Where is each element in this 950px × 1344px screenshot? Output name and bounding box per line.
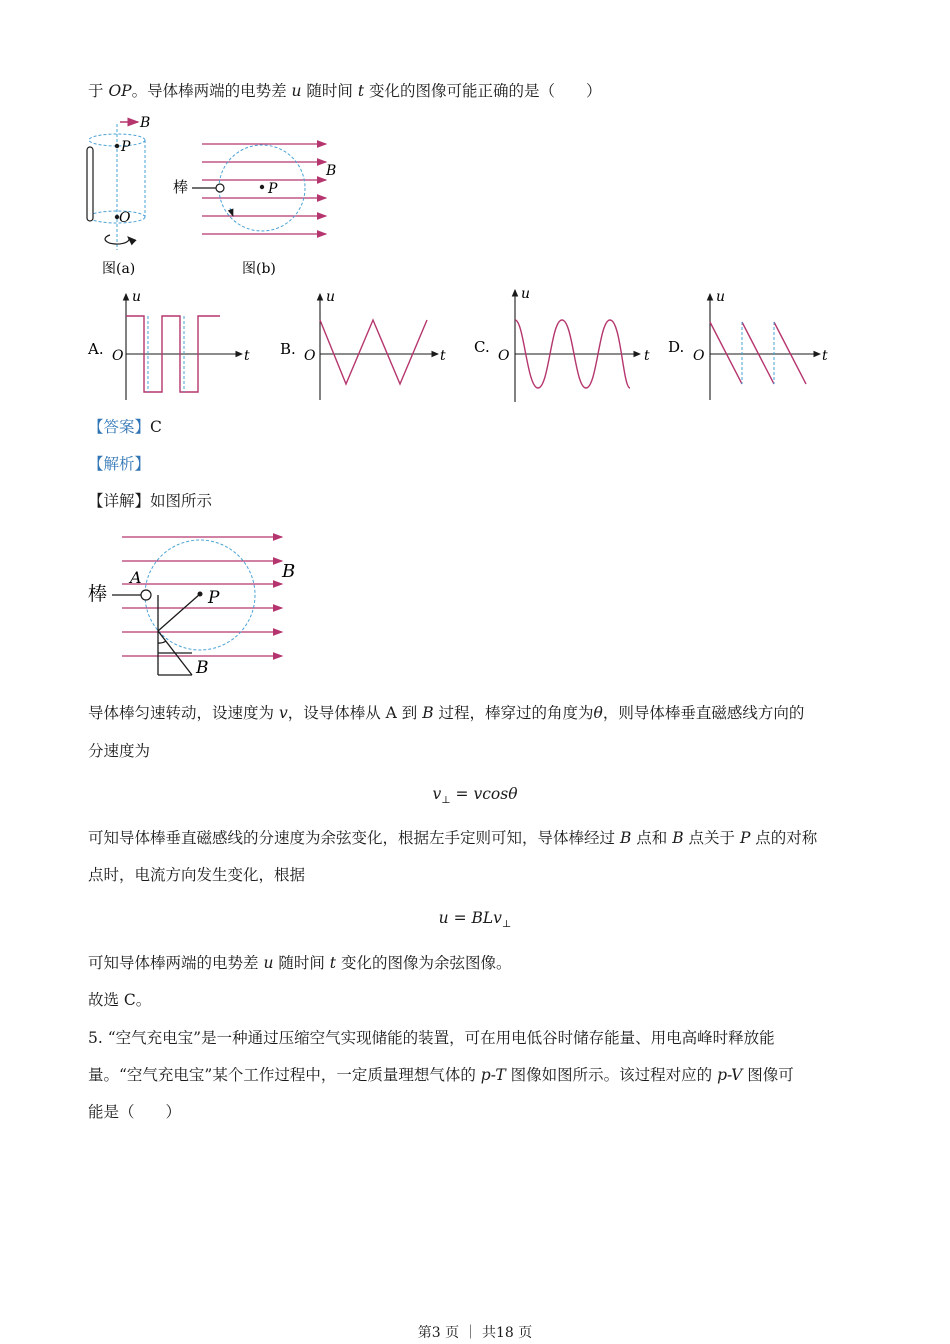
explain-p3: 可知导体棒垂直磁感线的分速度为余弦变化，根据左手定则可知，导体棒经过 B 点和 B 点关于 P 点的对称: [88, 829, 818, 847]
explain-p1: 导体棒匀速转动，设速度为 v，设导体棒从 A 到 B 过程，棒穿过的角度为θ，则导体棒垂直磁感线方向的: [88, 704, 805, 722]
svg-text:P: P: [208, 588, 220, 608]
detail-line: 【详解】如图所示: [88, 492, 213, 510]
svg-text:O: O: [112, 348, 124, 364]
svg-text:t: t: [440, 348, 446, 364]
options-graphs: [80, 288, 850, 406]
label-bang-b: 棒: [173, 178, 189, 196]
svg-text:A.: A.: [88, 340, 104, 358]
caption-b: 图(b): [242, 261, 276, 277]
explain-p6: 故选 C。: [88, 991, 152, 1009]
option-B[interactable]: [280, 289, 446, 400]
svg-text:B.: B.: [280, 340, 296, 358]
explanation-figure: [82, 525, 312, 685]
equation-1: $v_\perp = vcos\theta$: [432, 785, 518, 807]
svg-text:t: t: [244, 348, 250, 364]
svg-text:O: O: [498, 348, 510, 364]
svg-text:u: u: [326, 289, 336, 305]
svg-text:D.: D.: [668, 338, 685, 356]
svg-text:C.: C.: [474, 338, 490, 356]
svg-text:B: B: [196, 658, 209, 678]
explain-p5: 可知导体棒两端的电势差 u 随时间 t 变化的图像为余弦图像。: [88, 954, 512, 972]
svg-text:u: u: [716, 289, 726, 305]
svg-text:t: t: [822, 348, 828, 364]
answer-tag: 【答案】: [88, 418, 151, 436]
geometry-lines: [158, 594, 200, 675]
rod-section-b: [216, 184, 224, 192]
answer-value: C: [150, 418, 162, 436]
svg-text:O: O: [693, 348, 705, 364]
sawtooth-wave: [710, 322, 806, 384]
page-footer: 第3 页 ｜ 共18 页: [417, 1325, 533, 1341]
svg-text:O: O: [304, 348, 316, 364]
figure-a-b: [80, 110, 360, 285]
svg-text:P: P: [268, 181, 278, 197]
svg-text:P: P: [121, 139, 131, 155]
svg-text:O: O: [119, 210, 131, 226]
svg-text:u: u: [132, 289, 142, 305]
answer-line: [88, 416, 162, 438]
triangle-wave: [320, 320, 427, 384]
analysis-line: [88, 453, 150, 475]
svg-text:B: B: [282, 561, 296, 582]
q5-line-3: 能是（ ）: [88, 1103, 182, 1121]
q5-line-1: 5. “空气充电宝”是一种通过压缩空气实现储能的装置，可在用电低谷时储存能量、用电高峰时释放能: [88, 1029, 775, 1047]
option-A[interactable]: [87, 289, 250, 400]
q5-line-2: 量。“空气充电宝”某个工作过程中，一定质量理想气体的 p-T 图像如图所示。该过程对应的 p-V 图像可: [88, 1066, 794, 1084]
explain-p4: 点时，电流方向发生变化，根据: [88, 866, 306, 884]
explain-p2: 分速度为: [88, 742, 151, 760]
svg-text:A: A: [130, 568, 142, 587]
svg-text:u: u: [521, 288, 531, 302]
label-B-b: B: [326, 163, 337, 179]
q4-stem-line: 于 OP。导体棒两端的电势差 u 随时间 t 变化的图像可能正确的是（ ）: [88, 82, 602, 100]
option-C[interactable]: [474, 288, 650, 402]
svg-text:棒: 棒: [88, 583, 108, 605]
label-B-a: B: [140, 115, 151, 131]
detail-tag: 【详解】: [88, 492, 151, 510]
option-D[interactable]: [668, 289, 828, 400]
caption-a: 图(a): [102, 261, 136, 277]
svg-text:t: t: [644, 348, 650, 364]
analysis-tag: 【解析】: [88, 455, 151, 473]
rod-a: [87, 147, 93, 221]
equation-2: u = BLv$_\perp$: [438, 909, 512, 931]
